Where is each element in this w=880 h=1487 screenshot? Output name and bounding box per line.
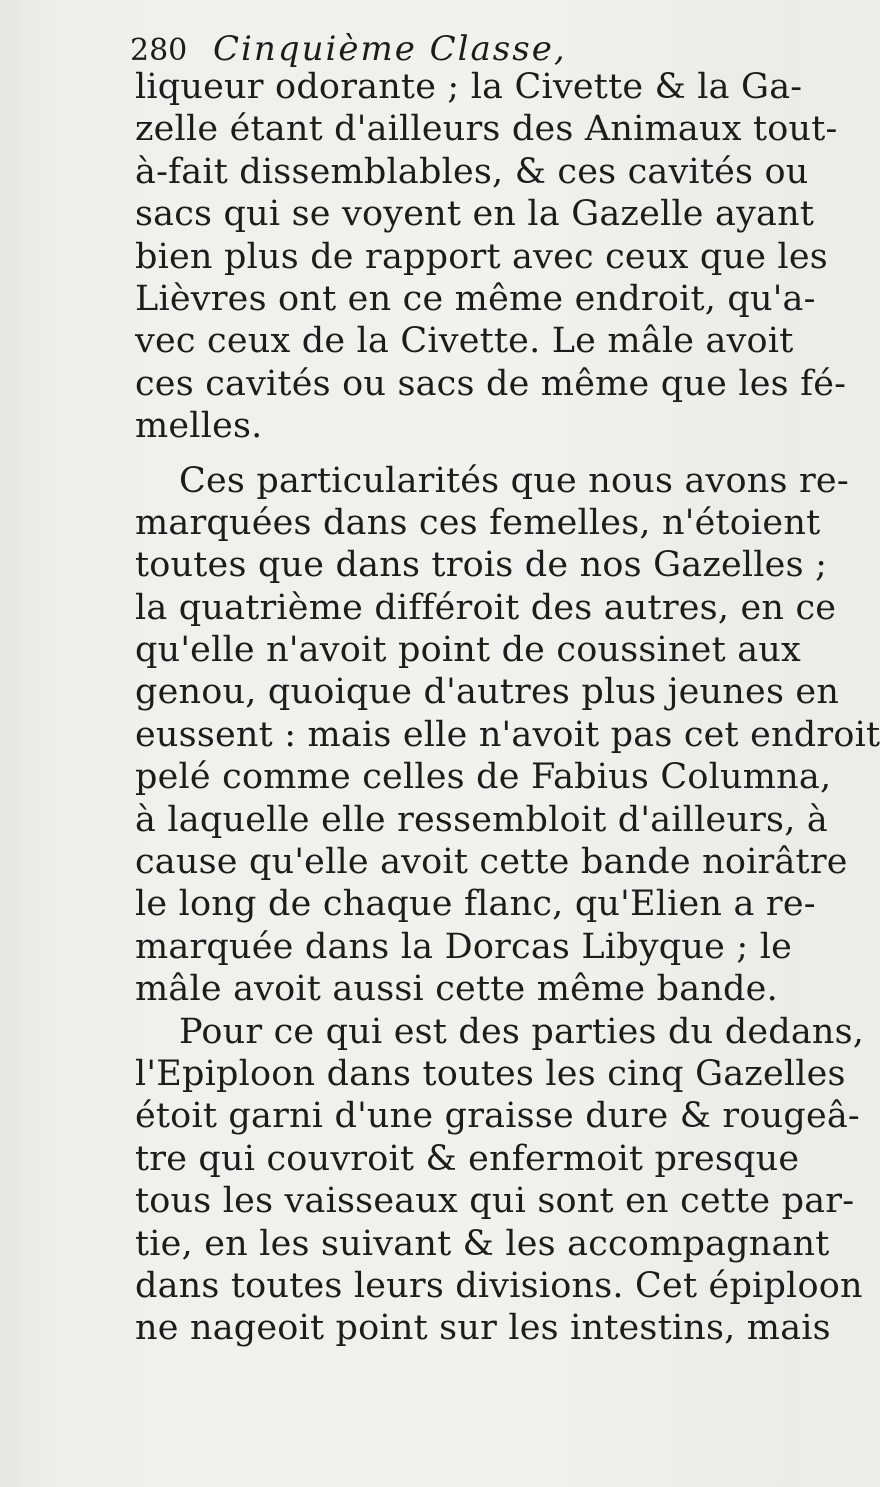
- text-line: eussent : mais elle n'avoit pas cet endroit: [135, 714, 880, 755]
- text-line: cause qu'elle avoit cette bande noirâtre: [135, 842, 848, 883]
- text-line: genou, quoique d'autres plus jeunes en: [135, 672, 840, 713]
- text-line: Ces particularités que nous avons re-: [179, 460, 849, 501]
- text-line: ne nageoit point sur les intestins, mais: [135, 1308, 831, 1349]
- page-header: [130, 28, 770, 68]
- text-line: tie, en les suivant & les accompagnant: [135, 1223, 830, 1264]
- text-line: la quatrième différoit des autres, en ce: [135, 587, 837, 628]
- text-line: melles.: [135, 406, 263, 447]
- text-line: tre qui couvroit & enfermoit presque: [135, 1138, 800, 1179]
- text-line: Lièvres ont en ce même endroit, qu'a-: [135, 278, 816, 319]
- body-text: [135, 66, 880, 1350]
- text-line: dans toutes leurs divisions. Cet épiploon: [135, 1265, 863, 1306]
- text-line: bien plus de rapport avec ceux que les: [135, 236, 828, 277]
- text-line: vec ceux de la Civette. Le mâle avoit: [135, 321, 794, 362]
- text-line: étoit garni d'une graisse dure & rougeâ-: [135, 1096, 860, 1137]
- text-line: tous les vaisseaux qui sont en cette par-: [135, 1181, 855, 1222]
- text-line: sacs qui se voyent en la Gazelle ayant: [135, 194, 815, 235]
- page-number: 280: [130, 33, 188, 68]
- text-line: mâle avoit aussi cette même bande.: [135, 969, 778, 1010]
- text-line: à laquelle elle ressembloit d'ailleurs, à: [135, 799, 828, 840]
- text-line: l'Epiploon dans toutes les cinq Gazelles: [135, 1053, 846, 1094]
- running-head: Cinquième Classe,: [213, 29, 567, 69]
- text-line: marquées dans ces femelles, n'étoient: [135, 502, 821, 543]
- text-line: qu'elle n'avoit point de coussinet aux: [135, 630, 801, 671]
- text-line: zelle étant d'ailleurs des Animaux tout-: [135, 109, 838, 150]
- text-line: le long de chaque flanc, qu'Elien a re-: [135, 884, 816, 925]
- text-line: pelé comme celles de Fabius Columna,: [135, 757, 832, 798]
- text-line: à-fait dissemblables, & ces cavités ou: [135, 151, 809, 192]
- text-line: ces cavités ou sacs de même que les fé-: [135, 363, 847, 404]
- text-line: toutes que dans trois de nos Gazelles ;: [135, 545, 828, 586]
- paragraph-gap: [135, 448, 775, 460]
- text-line: liqueur odorante ; la Civette & la Ga-: [135, 67, 803, 107]
- text-line: marquée dans la Dorcas Libyque ; le: [135, 926, 793, 967]
- text-line: Pour ce qui est des parties du dedans,: [179, 1011, 865, 1052]
